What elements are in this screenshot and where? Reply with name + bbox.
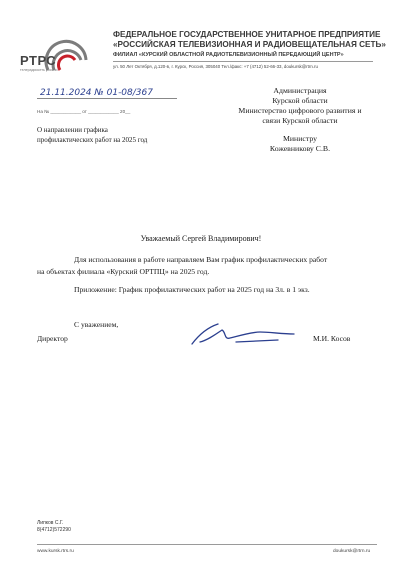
footer-website[interactable]: www.kursk.rtrs.ru [37, 549, 74, 554]
addressee-line6: Кожевникову С.В. [269, 144, 331, 153]
signer-name: М.И. Косов [313, 334, 351, 343]
logo-tagline: телерадиосеть россии [20, 68, 58, 72]
addressee-line2: Курской области [272, 96, 328, 105]
footer-divider [37, 544, 377, 545]
org-name-line2: «РОССИЙСКАЯ ТЕЛЕВИЗИОННАЯ И РАДИОВЕЩАТЕЛЬНАЯ СЕТЬ» [113, 40, 386, 49]
header-divider [113, 61, 373, 62]
footer-email[interactable]: doukursk@rtrn.ru [333, 549, 371, 554]
executor-phone: 8(4712)572290 [37, 527, 71, 533]
greeting: Уважаемый Сергей Владимирович! [140, 234, 262, 243]
subject-line2: профилактических работ на 2025 год [37, 136, 148, 144]
logo-text: РТРС [20, 53, 57, 68]
reg-date-line [37, 98, 177, 99]
org-name-line1: ФЕДЕРАЛЬНОЕ ГОСУДАРСТВЕННОЕ УНИТАРНОЕ ПРЕДПРИЯТИЕ [113, 30, 381, 39]
attachment-line: Приложение: График профилактических работ на 2025 год на 3л. в 1 экз. [74, 285, 310, 294]
reg-handwritten-number: 21.11.2024 № 01-08/367 [40, 88, 153, 98]
addressee-block [236, 86, 364, 154]
addressee-line4: связи Курской области [262, 116, 338, 125]
addressee-line3: Министерство цифрового развития и [238, 106, 362, 115]
paragraph-line1: Для использования в работе направляем Вам график профилактических работ [74, 255, 328, 264]
closing: С уважением, [74, 320, 119, 329]
handwritten-signature [186, 320, 298, 352]
branch-name: ФИЛИАЛ «КУРСКИЙ ОБЛАСТНОЙ РАДИОТЕЛЕВИЗИОННЫЙ ПЕРЕДАЮЩИЙ ЦЕНТР» [113, 52, 344, 58]
reply-number-line: На № ____________ от ____________ 20__ [37, 109, 131, 114]
paragraph-line2: на объектах филиала «Курский ОРТПЦ» на 2025 год. [37, 267, 210, 276]
org-address: ул. 50 Лет Октября, д.120-в, г. Курск, Россия, 305040 Тел./факс: +7 (4712) 52-66-33, doukursk@rtrn.ru [113, 64, 318, 69]
addressee-line1: Администрация [273, 86, 327, 95]
addressee-line5: Министру [282, 134, 318, 143]
executor-name: Липков С.Г. [37, 520, 64, 526]
signer-title: Директор [37, 334, 68, 343]
subject-line1: О направлении графика [37, 126, 108, 134]
